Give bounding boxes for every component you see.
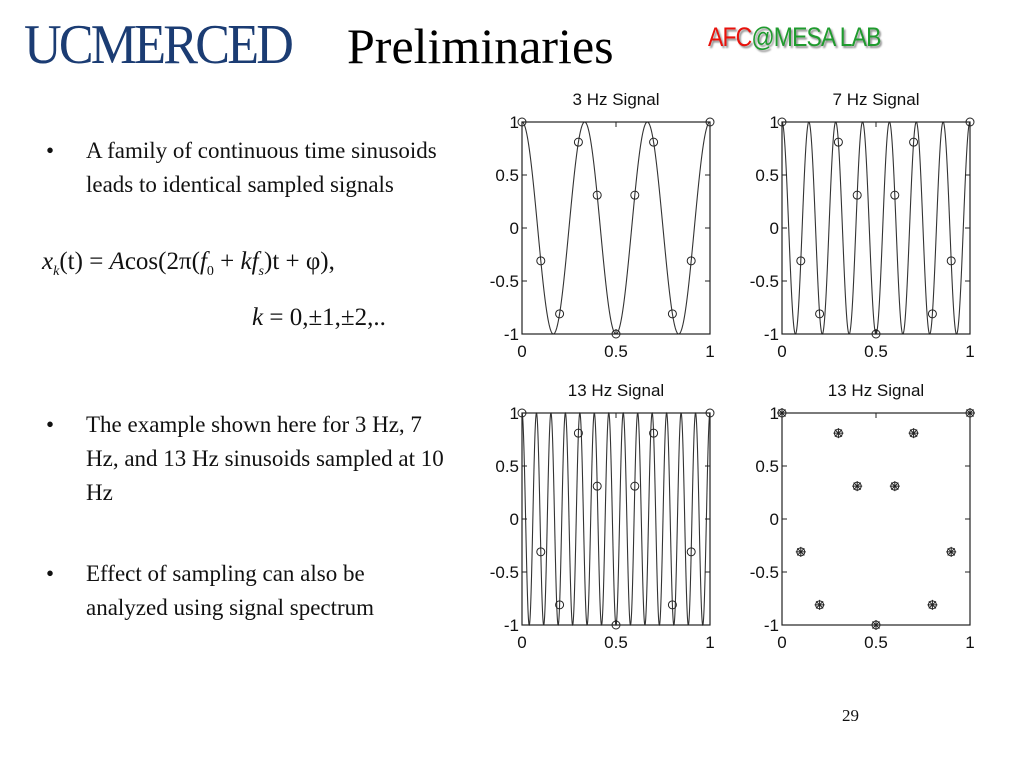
- eq2-k: k: [252, 304, 264, 331]
- equation-line-2: [252, 304, 386, 332]
- y-tick-label: 1: [509, 404, 519, 423]
- eq-zero-sub: 0: [206, 264, 214, 279]
- sample-point: [796, 547, 806, 557]
- plot-13hz-samples: [746, 374, 986, 664]
- page-number: 29: [842, 706, 859, 725]
- bullet-text: The example shown here for 3 Hz, 7 Hz, and 13 Hz sinusoids sampled at 10 Hz: [86, 412, 444, 505]
- slide-title: Preliminaries: [347, 18, 614, 74]
- signal-line: [782, 122, 970, 334]
- chart-svg: [746, 374, 986, 659]
- plot-3hz: [486, 83, 726, 373]
- y-tick-label: 1: [769, 113, 779, 132]
- bullet-marker: •: [46, 412, 55, 437]
- sample-point: [946, 547, 956, 557]
- eq-A: A: [109, 248, 125, 275]
- x-tick-label: 1: [965, 633, 975, 652]
- y-tick-label: 0.5: [495, 457, 519, 476]
- x-tick-label: 0.5: [864, 342, 888, 361]
- chart-title: 13 Hz Signal: [567, 381, 665, 400]
- y-tick-label: 1: [509, 113, 519, 132]
- bullet-item: [46, 408, 446, 510]
- chart-title: 3 Hz Signal: [572, 90, 660, 109]
- chart-svg: [746, 83, 986, 368]
- y-tick-label: -0.5: [749, 563, 779, 582]
- chart-title: 13 Hz Signal: [827, 381, 925, 400]
- y-tick-label: -0.5: [489, 272, 519, 291]
- y-tick-label: 0: [509, 219, 519, 238]
- lab-logo-mesa: MESA LAB: [773, 22, 881, 52]
- y-tick-label: 0.5: [755, 457, 779, 476]
- afc-mesa-lab-logo: [708, 20, 881, 54]
- eq-plus: +: [213, 248, 241, 275]
- y-tick-label: -1: [503, 616, 519, 635]
- sample-point: [833, 428, 843, 438]
- y-tick-label: -0.5: [489, 563, 519, 582]
- y-tick-label: -1: [503, 325, 519, 344]
- y-tick-label: 0.5: [755, 166, 779, 185]
- sample-point: [890, 481, 900, 491]
- chart-svg: [486, 374, 726, 659]
- x-tick-label: 0.5: [604, 342, 628, 361]
- y-tick-label: -0.5: [749, 272, 779, 291]
- bullet-text: A family of continuous time sinusoids leads to identical sampled signals: [86, 138, 437, 197]
- eq-t: (t): [59, 248, 83, 275]
- bullet-item: [46, 557, 446, 625]
- x-tick-label: 0: [777, 342, 787, 361]
- signal-line: [522, 413, 710, 625]
- sample-point: [777, 408, 787, 418]
- x-tick-label: 0.5: [864, 633, 888, 652]
- eq-close: )t + φ),: [264, 248, 335, 275]
- equation-line-1: [42, 248, 335, 280]
- plot-frame: [522, 122, 710, 334]
- y-tick-label: 0: [509, 510, 519, 529]
- chart-svg: [486, 83, 726, 368]
- y-tick-label: 0: [769, 510, 779, 529]
- eq-f: f: [199, 248, 207, 275]
- x-tick-label: 0.5: [604, 633, 628, 652]
- sample-point: [965, 408, 975, 418]
- x-tick-label: 0: [777, 633, 787, 652]
- x-tick-label: 1: [705, 633, 715, 652]
- eq-k-sub: k: [53, 264, 60, 279]
- y-tick-label: 1: [769, 404, 779, 423]
- chart-title: 7 Hz Signal: [832, 90, 920, 109]
- y-tick-label: 0: [769, 219, 779, 238]
- lab-logo-afc: AFC: [708, 22, 752, 52]
- eq-s-sub: s: [258, 264, 264, 279]
- x-tick-label: 1: [965, 342, 975, 361]
- sample-point: [815, 600, 825, 610]
- plot-frame: [782, 413, 970, 625]
- lab-logo-at: @: [751, 22, 774, 52]
- bullet-text: Effect of sampling can also be analyzed using signal spectrum: [86, 561, 375, 620]
- bullet-marker: •: [46, 138, 55, 163]
- plot-7hz: [746, 83, 986, 373]
- y-tick-label: -1: [763, 325, 779, 344]
- y-tick-label: 0.5: [495, 166, 519, 185]
- eq-cos: cos: [124, 248, 159, 275]
- sample-point: [909, 428, 919, 438]
- sample-point: [871, 620, 881, 630]
- x-tick-label: 0: [517, 342, 527, 361]
- eq-equals: =: [82, 248, 110, 275]
- plot-frame: [522, 413, 710, 625]
- y-tick-label: -1: [763, 616, 779, 635]
- x-tick-label: 1: [705, 342, 715, 361]
- plot-13hz: [486, 374, 726, 664]
- eq-kf: kf: [240, 248, 259, 275]
- plot-frame: [782, 122, 970, 334]
- sample-point: [927, 600, 937, 610]
- eq2-rest: = 0,±1,±2,..: [263, 304, 386, 331]
- eq-open: (2π(: [158, 248, 200, 275]
- x-tick-label: 0: [517, 633, 527, 652]
- ucmerced-logo: UCMERCED: [24, 14, 292, 76]
- bullet-item: [46, 134, 446, 202]
- sample-point: [852, 481, 862, 491]
- bullet-marker: •: [46, 561, 55, 586]
- signal-line: [522, 122, 710, 334]
- eq-x: x: [42, 248, 54, 275]
